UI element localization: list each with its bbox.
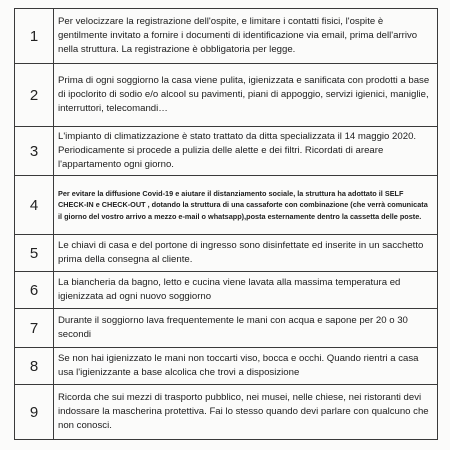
rule-number: 4 [15,176,54,235]
rule-text: Ricorda che sui mezzi di trasporto pubblico, nei musei, nelle chiese, nei ristoranti devi indossare la mascherina protettiva. Fai lo stesso quando devi parlare con qualcuno che non conosci. [54,385,438,440]
rule-text: La biancheria da bagno, letto e cucina viene lavata alla massima temperatura ed igienizzata ad ogni nuovo soggiorno [54,272,438,309]
rule-number: 9 [15,385,54,440]
rule-number: 7 [15,309,54,348]
rule-text: Per velocizzare la registrazione dell'ospite, e limitare i contatti fisici, l'ospite è gentilmente invitato a fornire i documenti di identificazione via email, prima dell'arrivo nella struttura. La registrazione è obbligatoria per legge. [54,9,438,64]
table-row [15,348,438,385]
rule-text: Le chiavi di casa e del portone di ingresso sono disinfettate ed inserite in un sacchetto prima della consegna al cliente. [54,235,438,272]
table-row [15,385,438,440]
table-row [15,64,438,127]
rule-text: Se non hai igienizzato le mani non toccarti viso, bocca e occhi. Quando rientri a casa usa l'igienizzante a base alcolica che trovi a disposizione [54,348,438,385]
rule-number: 1 [15,9,54,64]
rule-text: L'impianto di climatizzazione è stato trattato da ditta specializzata il 14 maggio 2020. Periodicamente si procede a pulizia delle alette e dei filtri. Ricordati di areare l'appartamento ogni giorno. [54,127,438,176]
table-row [15,127,438,176]
rule-text: Durante il soggiorno lava frequentemente le mani con acqua e sapone per 20 o 30 secondi [54,309,438,348]
rule-number: 6 [15,272,54,309]
table-row [15,309,438,348]
table-row [15,235,438,272]
rule-number: 2 [15,64,54,127]
rule-number: 8 [15,348,54,385]
table-row [15,176,438,235]
table-row [15,272,438,309]
table-row [15,9,438,64]
rule-number: 3 [15,127,54,176]
rules-table [14,8,438,440]
rule-number: 5 [15,235,54,272]
rule-text: Prima di ogni soggiorno la casa viene pulita, igienizzata e sanificata con prodotti a base di ipoclorito di sodio e/o alcool su pavimenti, piani di appoggio, servizi igienici, maniglie, interruttori, telecomandi… [54,64,438,127]
rule-text: Per evitare la diffusione Covid-19 e aiutare il distanziamento sociale, la struttura ha adottato il SELF CHECK-IN e CHECK-OUT , dotando la struttura di una cassaforte con combinazione (che verrà comunicata il giorno del vostro arrivo a mezzo e-mail o whatsapp),posta esternamente dentro la cassetta delle poste. [54,176,438,235]
